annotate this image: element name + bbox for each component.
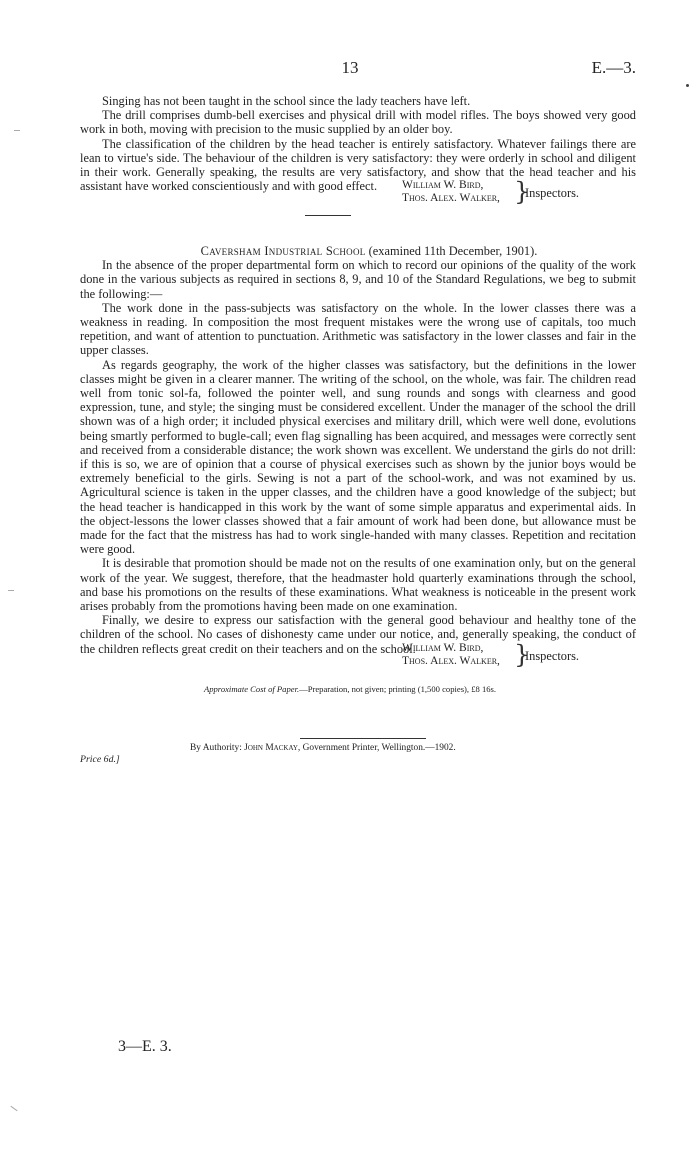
report-section-continued <box>80 94 636 209</box>
paragraph: The drill comprises dumb-bell exercises and physical drill with model rifles. The boys showed very good work in both, moving with precision to the music supplied by an older boy. <box>80 108 636 137</box>
paragraph: As regards geography, the work of the higher classes was satisfactory, but the definitions in the lower classes might be given in a clearer manner. The writing of the school, on the whole, was fair. The children read well from tonic sol-fa, followed the pointer well, and sung rounds and songs with clearness and good expression, tune, and style; the singing must be considered excellent. Under the manager of the school the drill shown was of a high order; it included physical exercises and military drill, which were well done, evolutions being smartly performed to bugle-call; even flag signalling has been acquired, and messages were correctly sent and received from a considerable distance; the work shown was excellent. We understand the girls do not drill: if this is so, we are of opinion that a course of physical exercises such as shown by the junior boys would be extremely beneficial to the girls. Sewing is not a part of the school-work, and was not examined by us. Agricultural science is taken in the upper classes, and the children have a good knowledge of the subject; but the head teacher is handicapped in this work by the want of some simple apparatus and experimental aids. In the object-lessons the lower classes showed that a fair amount of work had been done, but allowance must be made for the fact that the mistress has had to work single-handed with many classes. Repetition and recitation were good. <box>80 357 636 557</box>
paragraph: In the absence of the proper departmental form on which to record our opinions of the quality of the work done in the various subjects as required in sections 8, 9, and 10 of the Standard Regulations, we beg to submit the following:— <box>80 258 636 301</box>
signatory-names <box>402 642 500 668</box>
cost-of-paper-note <box>0 684 700 694</box>
sheet-signature: 3—E. 3. <box>118 1038 172 1055</box>
footer-rule <box>300 738 426 739</box>
signatory: Thos. Alex. Walker, <box>402 192 500 205</box>
brace: } <box>514 177 530 207</box>
school-name: Caversham Industrial School <box>200 244 366 258</box>
authority-prefix: By Authority: <box>190 743 242 753</box>
signature-block <box>80 639 636 672</box>
signatory: Thos. Alex. Walker, <box>402 654 500 667</box>
price: Price 6d.] <box>80 754 120 765</box>
document-reference: E.—3. <box>591 58 636 77</box>
margin-dot <box>686 84 689 87</box>
margin-tick <box>8 590 14 591</box>
cost-label: Approximate Cost of Paper. <box>203 684 300 694</box>
signatory: William W. Bird, <box>402 641 484 654</box>
paragraph: The work done in the pass-subjects was satisfactory on the whole. In the lower classes there was a weakness in reading. In composition the most frequent mistakes were the wrong use of capitals, too much repetition, and want of attention to punctuation. Arithmetic was satisfactory in the lower classes and fair in the upper classes. <box>80 300 636 358</box>
section-divider <box>305 215 351 216</box>
page-number: 13 <box>341 58 359 77</box>
signatory-role: Inspectors. <box>525 186 580 201</box>
authority-suffix: , Government Printer, Wellington.—1902. <box>297 743 456 753</box>
printer-name: John Mackay <box>244 743 298 753</box>
signatory: William W. Bird, <box>402 179 484 192</box>
signature-block <box>80 179 636 209</box>
brace: } <box>514 639 530 669</box>
section-heading <box>80 244 636 258</box>
paragraph: It is desirable that promotion should be made not on the results of one examination only, but on the general work of the year. We suggest, therefore, that the headmaster hold quarterly examinations through the school, and base his promotions on the results of these examinations. What weakness is noticeable in the present work arises probably from the promotions having been made on one examination. <box>80 556 636 614</box>
examination-date: (examined 11th December, 1901). <box>368 244 538 258</box>
signatory-role: Inspectors. <box>525 648 580 663</box>
margin-tick <box>10 1106 17 1111</box>
report-section-caversham <box>80 244 636 672</box>
signatory-names <box>402 179 500 205</box>
printer-authority <box>190 743 456 753</box>
cost-text: —Preparation, not given; printing (1,500 copies), £8 16s. <box>299 684 497 694</box>
paragraph: Singing has not been taught in the school since the lady teachers have left. <box>102 94 471 108</box>
paragraph: Finally, we desire to express our satisfaction with the general good behaviour and healthy tone of the children of the school. No cases of dishonesty came under our notice, and, generally speaking, the conduct of the children reflects great credit on their teachers and on the school. <box>80 613 636 656</box>
paragraph: The classification of the children by the head teacher is entirely satisfactory. Whatever failings there are lean to virtue's side. The behaviour of the children is very satisfactory: they were orderly in school and diligent in their work. Generally speaking, the results are very satisfactory, and show that the head teacher and his assistant have worked conscientiously and with good effect. <box>80 136 636 194</box>
margin-tick <box>14 130 20 131</box>
